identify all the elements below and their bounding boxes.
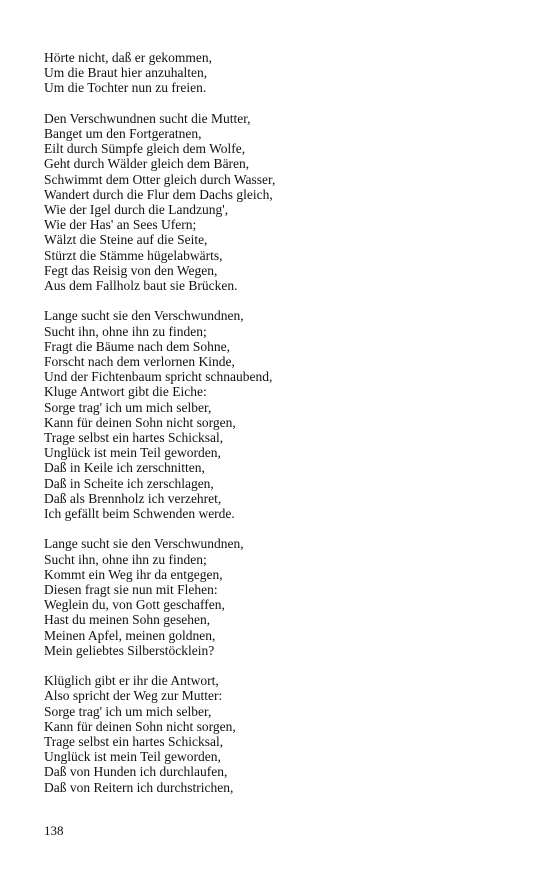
- verse-line: Lange sucht sie den Verschwundnen,: [44, 536, 244, 552]
- verse-line: Hörte nicht, daß er gekommen,: [44, 50, 212, 65]
- stanza-3: [44, 308, 514, 521]
- stanza-1: [44, 50, 514, 96]
- poem-page: [44, 50, 514, 810]
- verse-line: Weglein du, von Gott geschaffen,: [44, 597, 225, 613]
- verse-line: Eilt durch Sümpfe gleich dem Wolfe,: [44, 141, 246, 157]
- verse-line: Mein geliebtes Silberstöcklein?: [44, 642, 215, 658]
- verse-line: Unglück ist mein Teil geworden,: [44, 749, 221, 765]
- verse-line: Meinen Apfel, meinen goldnen,: [44, 627, 216, 643]
- verse-line: Wandert durch die Flur dem Dachs gleich,: [44, 186, 273, 202]
- verse-line: Und der Fichtenbaum spricht schnaubend,: [44, 369, 273, 385]
- verse-line: Daß in Keile ich zerschnitten,: [44, 460, 205, 476]
- verse-line: Trage selbst ein hartes Schicksal,: [44, 430, 224, 446]
- verse-line: Also spricht der Weg zur Mutter:: [44, 688, 223, 704]
- verse-line: Kluge Antwort gibt die Eiche:: [44, 384, 207, 400]
- verse-line: Fegt das Reisig von den Wegen,: [44, 262, 218, 278]
- verse-line: Daß von Hunden ich durchlaufen,: [44, 764, 228, 780]
- stanza-5: [44, 673, 514, 795]
- page-number: 138: [44, 823, 64, 838]
- verse-line: Diesen fragt sie nun mit Flehen:: [44, 582, 218, 598]
- verse-line: Stürzt die Stämme hügelabwärts,: [44, 247, 223, 263]
- verse-line: Forscht nach dem verlornen Kinde,: [44, 354, 235, 370]
- verse-line: Daß in Scheite ich zerschlagen,: [44, 475, 214, 491]
- verse-line: Ich gefällt beim Schwenden werde.: [44, 506, 235, 522]
- verse-line: Schwimmt dem Otter gleich durch Wasser,: [44, 171, 276, 187]
- verse-line: Um die Braut hier anzuhalten,: [44, 65, 208, 81]
- verse-line: Fragt die Bäume nach dem Sohne,: [44, 338, 230, 354]
- verse-line: Banget um den Fortgeratnen,: [44, 126, 202, 141]
- verse-line: Hast du meinen Sohn gesehen,: [44, 612, 211, 628]
- verse-line: Sucht ihn, ohne ihn zu finden;: [44, 551, 207, 567]
- verse-line: Unglück ist mein Teil geworden,: [44, 445, 221, 461]
- verse-line: Geht durch Wälder gleich dem Bären,: [44, 156, 250, 172]
- verse-line: Trage selbst ein hartes Schicksal,: [44, 734, 224, 750]
- verse-line: Sorge trag' ich um mich selber,: [44, 703, 212, 719]
- stanza-4: [44, 536, 514, 658]
- verse-line: Kann für deinen Sohn nicht sorgen,: [44, 414, 236, 430]
- verse-line: Sorge trag' ich um mich selber,: [44, 399, 212, 415]
- verse-line: Wie der Has' an Sees Ufern;: [44, 217, 197, 233]
- verse-line: Lange sucht sie den Verschwundnen,: [44, 308, 244, 324]
- verse-line: Wie der Igel durch die Landzung',: [44, 202, 229, 218]
- verse-line: Daß als Brennholz ich verzehret,: [44, 490, 222, 506]
- verse-line: Um die Tochter nun zu freien.: [44, 80, 207, 96]
- verse-line: Den Verschwundnen sucht die Mutter,: [44, 110, 251, 126]
- verse-line: Klüglich gibt er ihr die Antwort,: [44, 673, 219, 689]
- verse-line: Kann für deinen Sohn nicht sorgen,: [44, 718, 236, 734]
- verse-line: Daß von Reitern ich durchstrichen,: [44, 779, 234, 795]
- verse-line: Kommt ein Weg ihr da entgegen,: [44, 566, 223, 582]
- verse-line: Aus dem Fallholz baut sie Brücken.: [44, 278, 238, 294]
- verse-line: Wälzt die Steine auf die Seite,: [44, 232, 208, 248]
- verse-line: Sucht ihn, ohne ihn zu finden;: [44, 323, 207, 339]
- stanza-2: [44, 111, 514, 293]
